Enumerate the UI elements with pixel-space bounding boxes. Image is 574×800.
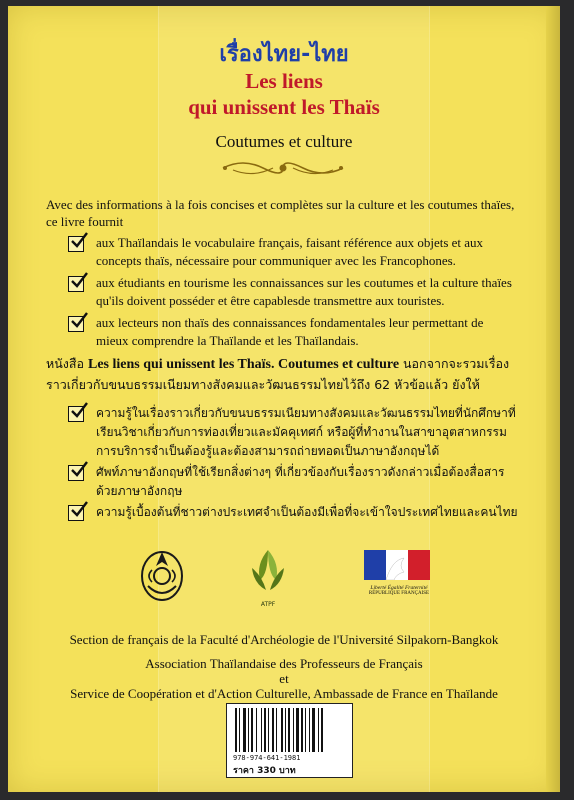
barcode-icon bbox=[233, 708, 346, 752]
barcode-bar bbox=[312, 708, 315, 752]
barcode-bar bbox=[251, 708, 253, 752]
barcode-bar bbox=[309, 708, 310, 752]
thai-list bbox=[68, 404, 518, 524]
intro-french: Avec des informations à la fois concises et complètes sur la culture et les coutumes thaïes, ce livre fournit bbox=[46, 197, 515, 229]
atpf-leaf-icon bbox=[246, 546, 290, 596]
french-title-line1: Les liens bbox=[245, 69, 323, 93]
barcode-bar bbox=[248, 708, 249, 752]
footer-line-atpf: Association Thaïlandaise des Professeurs de Français bbox=[145, 656, 423, 671]
atpf-label: ATPF bbox=[260, 601, 276, 608]
barcode-bar bbox=[261, 708, 262, 752]
thai-title: เรื่องไทย-ไทย bbox=[219, 42, 349, 67]
barcode-bar bbox=[235, 708, 237, 752]
silpakorn-seal-logo bbox=[138, 546, 186, 604]
checkbox-icon bbox=[68, 276, 84, 292]
checkbox-icon bbox=[68, 505, 84, 521]
list-item: ศัพท์ภาษาอังกฤษที่ใช้เรียกสิ่งต่างๆ ที่เกี่ยวข้องกับเรื่องราวดังกล่าวเมื่อต้องสื่อสารด้วยภาษาอังกฤษ bbox=[68, 463, 518, 501]
marianne-logo bbox=[364, 550, 434, 596]
marianne-motto: Liberté Égalité Fraternité bbox=[370, 585, 428, 591]
french-list bbox=[68, 234, 518, 350]
barcode-bar bbox=[288, 708, 290, 752]
french-flag-icon bbox=[364, 550, 430, 580]
checkbox-icon bbox=[68, 406, 84, 422]
atpf-logo bbox=[246, 546, 290, 606]
french-title bbox=[8, 68, 560, 120]
list-item: aux Thaïlandais le vocabulaire français, faisant référence aux objets et aux concepts thaïs, nécessaire pour communiquer avec les Francophones. bbox=[68, 234, 518, 270]
subtitle: Coutumes et culture bbox=[215, 132, 353, 151]
list-item: ความรู้เบื้องต้นที่ชาวต่างประเทศจำเป็นต้องมีเพื่อที่จะเข้าใจประเทศไทยและคนไทย bbox=[68, 503, 518, 522]
barcode-bar bbox=[318, 708, 319, 752]
barcode-bar bbox=[264, 708, 266, 752]
marianne-country: RÉPUBLIQUE FRANÇAISE bbox=[368, 591, 430, 596]
list-item: ความรู้ในเรื่องราวเกี่ยวกับขนบธรรมเนียมทางสังคมและวัฒนธรรมไทยที่นักศึกษาที่เรียนวิชาเกี่ยวกับการท่องเที่ยวและมัคคุเทศก์ หรือผู้ที่ทำงานในสาขาอุตสาหกรรมการบริการจำเป็นต้องรู้และต้องสามารถถ่ายทอดเป็นภาษาอังกฤษได้ bbox=[68, 404, 518, 461]
barcode-bar bbox=[268, 708, 269, 752]
barcode-bar bbox=[293, 708, 294, 752]
isbn-text: 978-974-641-1981 bbox=[233, 754, 301, 762]
list-item: aux lecteurs non thaïs des connaissances fondamentales leur permettant de mieux comprendre la Thaïlande et les Thaïlandais. bbox=[68, 314, 518, 350]
barcode-bar bbox=[296, 708, 299, 752]
footer-et: et bbox=[279, 671, 289, 686]
barcode-bar bbox=[256, 708, 257, 752]
barcode-bar bbox=[239, 708, 240, 752]
barcode-bar bbox=[285, 708, 286, 752]
list-item: aux étudiants en tourisme les connaissances sur les coutumes et la culture thaïes qu'ils doivent posséder et être capablesde transmettre aux touristes. bbox=[68, 274, 518, 310]
barcode-bar bbox=[281, 708, 283, 752]
checkbox-icon bbox=[68, 236, 84, 252]
intro-thai: หนังสือ Les liens qui unissent les Thaïs. Coutumes et culture นอกจากจะรวมเรื่องราวเกี่ยวกับขนบธรรมเนียมทางสังคมและวัฒนธรรมไทยไว้ถึง 62 หัวข้อแล้ว ยังให้ bbox=[46, 356, 510, 392]
ornament-divider bbox=[213, 156, 353, 180]
price-text: ราคา 330 บาท bbox=[233, 766, 296, 776]
footer-line-ambassade: Service de Coopération et d'Action Culturelle, Ambassade de France en Thaïlande bbox=[70, 686, 498, 701]
footer-line-silpakorn: Section de français de la Faculté d'Archéologie de l'Université Silpakorn-Bangkok bbox=[69, 632, 499, 647]
barcode-bar bbox=[272, 708, 274, 752]
barcode-bar bbox=[301, 708, 303, 752]
logo-row bbox=[8, 546, 560, 616]
french-title-line2: qui unissent les Thaïs bbox=[188, 95, 380, 119]
barcode-bar bbox=[276, 708, 277, 752]
barcode-bar bbox=[243, 708, 246, 752]
checkbox-icon bbox=[68, 465, 84, 481]
book-title-inline: Les liens qui unissent les Thaïs. Coutumes et culture bbox=[88, 357, 400, 372]
barcode-bar bbox=[321, 708, 323, 752]
checkbox-icon bbox=[68, 316, 84, 332]
book-back-cover bbox=[8, 6, 560, 792]
barcode-label bbox=[226, 703, 353, 778]
barcode-bar bbox=[305, 708, 306, 752]
